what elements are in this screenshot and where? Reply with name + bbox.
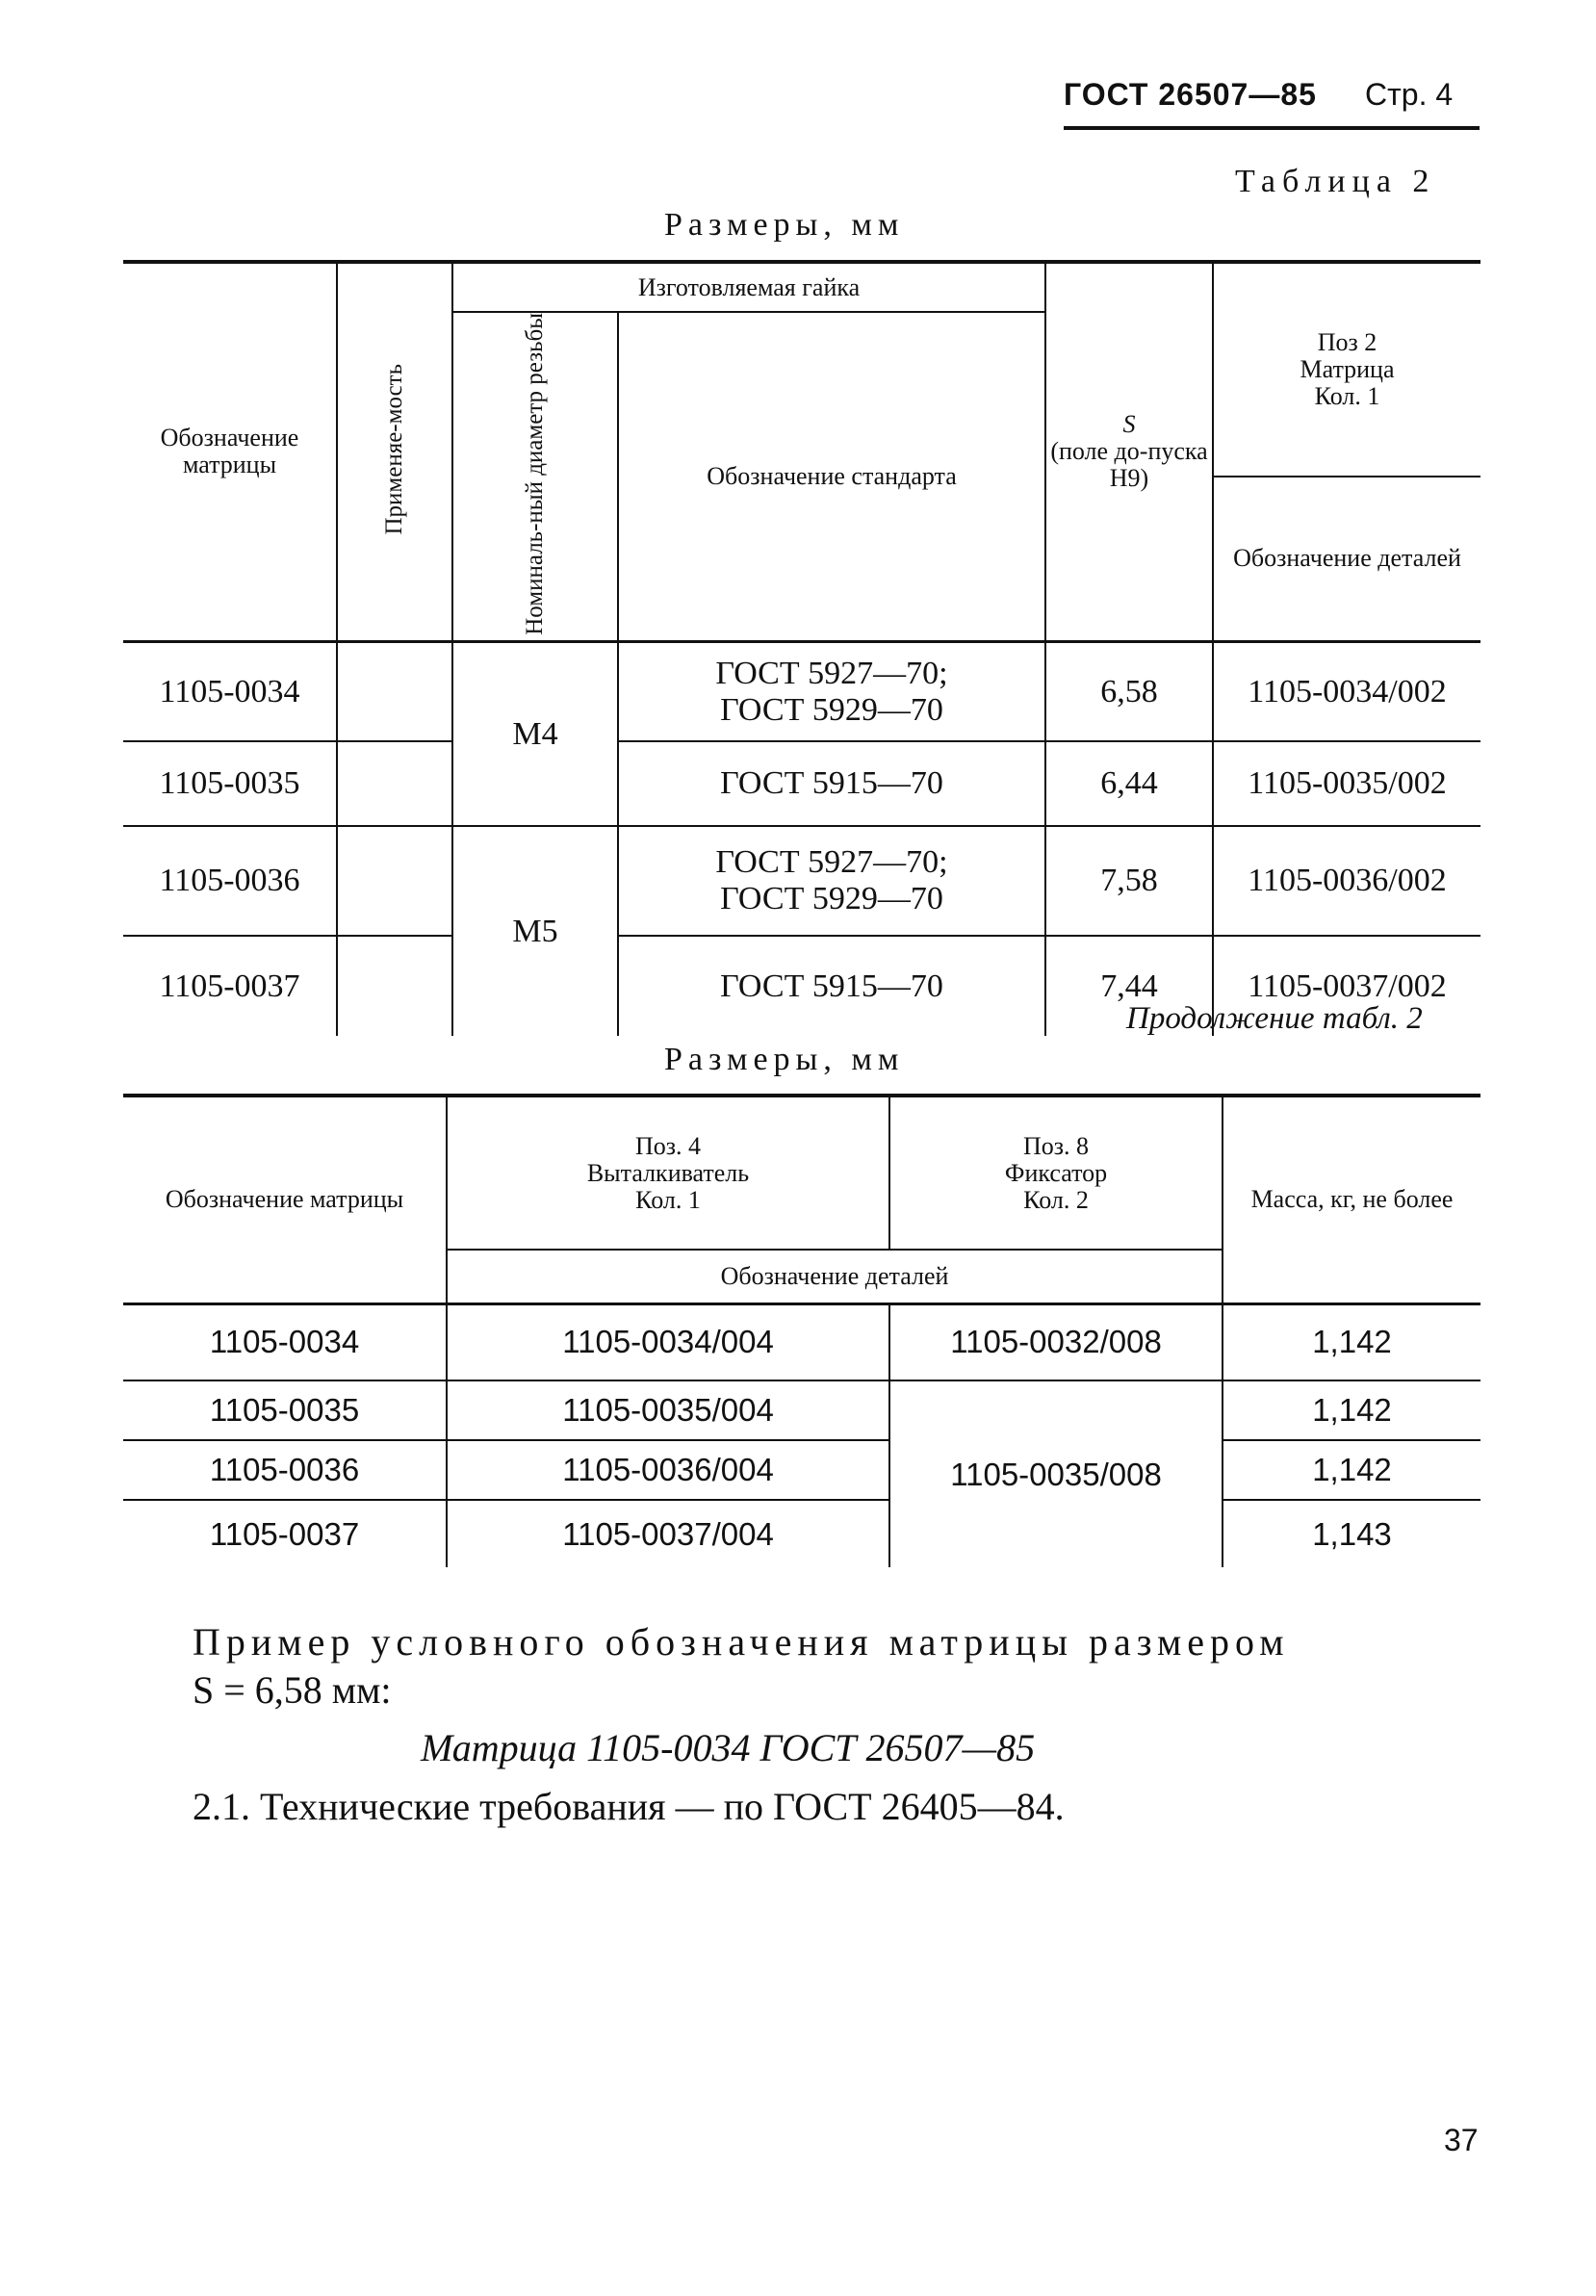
table-1 [123, 260, 1480, 1036]
diameter-cell: M4 [452, 641, 618, 826]
col-applicability: Применяе-мость [337, 262, 452, 641]
table-row-designation: 1105-0034 [209, 1324, 360, 1360]
table2-caption: Размеры, мм [664, 1042, 905, 1077]
s-cell: 6,58 [1045, 641, 1213, 741]
part-cell: 1105-0036/002 [1213, 826, 1480, 936]
table-row-designation: 1105-0034 [159, 673, 300, 709]
example-text: Пример условного обозначения матрицы размером [193, 1620, 1290, 1664]
continuation-label: Продолжение табл. 2 [1126, 1001, 1423, 1036]
mass-cell: 1,142 [1223, 1303, 1480, 1380]
ejector-cell: 1105-0034/004 [447, 1303, 889, 1380]
table-row-designation: 1105-0035 [159, 765, 300, 802]
ejector-cell: 1105-0037/004 [447, 1500, 889, 1567]
table1-caption: Размеры, мм [664, 207, 905, 243]
col-designation: Обозначение матрицы [165, 1185, 404, 1214]
part-cell: 1105-0037/002 [1213, 936, 1480, 1036]
col-parts-designation: Обозначение деталей [1213, 477, 1480, 641]
s-cell: 7,58 [1045, 826, 1213, 936]
col-pos8: Поз. 8 Фиксатор Кол. 2 [889, 1096, 1223, 1250]
col-nut-group: Изготовляемая гайка [452, 262, 1045, 312]
part-cell: 1105-0035/002 [1213, 741, 1480, 826]
col-pos2: Поз 2 Матрица Кол. 1 [1213, 262, 1480, 477]
clamp-cell: 1105-0035/008 [889, 1380, 1223, 1567]
table-row-designation: 1105-0036 [209, 1452, 360, 1487]
s-cell: 7,44 [1045, 936, 1213, 1036]
table-row-designation: 1105-0036 [159, 863, 300, 899]
col-s: S (поле до-пуска H9) [1045, 262, 1213, 641]
col-mass: Масса, кг, не более [1223, 1096, 1480, 1303]
example-designation: Матрица 1105-0034 ГОСТ 26507—85 [421, 1726, 1036, 1769]
table-label: Таблица 2 [1235, 164, 1436, 199]
s-cell: 6,44 [1045, 741, 1213, 826]
page-number: 37 [1444, 2123, 1479, 2157]
example-size: S = 6,58 мм: [193, 1668, 392, 1712]
ejector-cell: 1105-0035/004 [447, 1380, 889, 1440]
diameter-cell: M5 [452, 826, 618, 1036]
standard-cell: ГОСТ 5927—70; ГОСТ 5929—70 [618, 641, 1045, 741]
document-code: ГОСТ 26507—85 [1064, 77, 1317, 112]
ejector-cell: 1105-0036/004 [447, 1440, 889, 1500]
table-2 [123, 1094, 1480, 1567]
table-row-designation: 1105-0037 [159, 967, 300, 1004]
page-label: Стр. 4 [1365, 77, 1454, 112]
part-cell: 1105-0034/002 [1213, 641, 1480, 741]
col-standard: Обозначение стандарта [618, 312, 1045, 641]
col-nominal-diameter: Номиналь-ный диаметр резьбы [452, 312, 618, 641]
col-designation: Обозначение матрицы [160, 424, 299, 479]
standard-cell: ГОСТ 5927—70; ГОСТ 5929—70 [618, 826, 1045, 936]
mass-cell: 1,143 [1223, 1500, 1480, 1567]
standard-cell: ГОСТ 5915—70 [618, 741, 1045, 826]
col-parts-designation: Обозначение деталей [447, 1250, 1223, 1303]
technical-requirements: 2.1. Технические требования — по ГОСТ 26405—84. [193, 1785, 1065, 1828]
table-row-designation: 1105-0035 [209, 1392, 360, 1428]
standard-cell: ГОСТ 5915—70 [618, 936, 1045, 1036]
col-pos4: Поз. 4 Выталкиватель Кол. 1 [447, 1096, 889, 1250]
clamp-cell: 1105-0032/008 [889, 1303, 1223, 1380]
table-row-designation: 1105-0037 [209, 1515, 360, 1552]
mass-cell: 1,142 [1223, 1440, 1480, 1500]
mass-cell: 1,142 [1223, 1380, 1480, 1440]
header-rule [1064, 126, 1480, 130]
